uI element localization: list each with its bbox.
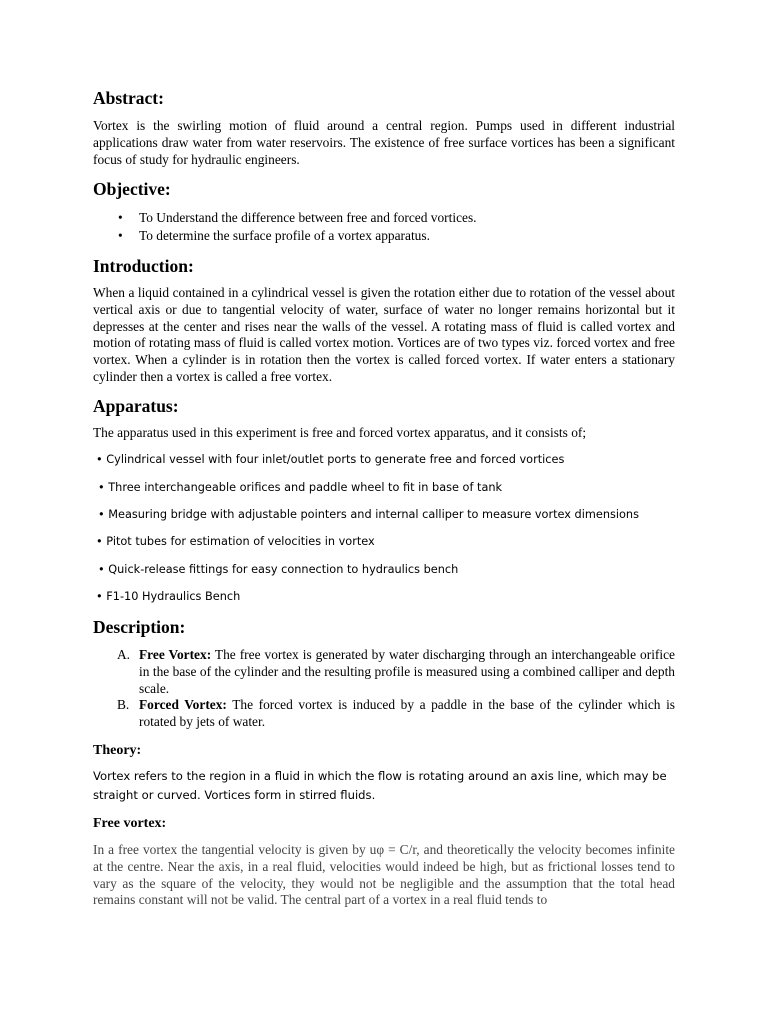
bullet-icon: • [118,210,123,225]
introduction-heading: Introduction: [93,256,194,276]
abstract-heading: Abstract: [93,88,164,108]
objective-heading: Objective: [93,179,171,199]
apparatus-item: • Quick-release fittings for easy connection to hydraulics bench [98,563,459,576]
description-term: Free Vortex: [139,647,212,662]
description-term: Forced Vortex: [139,697,227,712]
apparatus-item: • Pitot tubes for estimation of velocities in vortex [96,535,375,548]
description-text: The forced vortex is induced by a paddle in the base of the cylinder which is rotated by jets of water. [139,697,675,729]
objective-item-text: To determine the surface profile of a vortex apparatus. [139,228,430,243]
abstract-paragraph: Vortex is the swirling motion of fluid around a central region. Pumps used in different industrial applications draw water from water reservoirs. The existence of free surface vortices has been a significant focus of study for hydraulic engineers. [93,118,675,167]
apparatus-intro: The apparatus used in this experiment is free and forced vortex apparatus, and it consists of; [93,425,587,440]
theory-paragraph: Vortex refers to the region in a fluid in which the flow is rotating around an axis line, which may be straight or curved. Vortices form in stirred fluids. [93,769,667,802]
apparatus-item: • Three interchangeable orifices and paddle wheel to fit in base of tank [98,481,503,494]
free-vortex-heading: Free vortex: [93,816,167,831]
apparatus-item: • F1-10 Hydraulics Bench [96,590,241,603]
description-text: The free vortex is generated by water discharging through an interchangeable orifice in the base of the cylinder and the resulting profile is measured using a combined calliper and depth scale. [139,647,675,696]
bullet-icon: • [118,228,123,243]
description-item [117,647,675,697]
free-vortex-paragraph: In a free vortex the tangential velocity is given by uφ = C/r, and theoretically the velocity becomes infinite at the centre. Near the axis, in a real fluid, velocities would indeed be high, but as frictional losses tend to vary as the square of the velocity, they would not be negligible and the assumption that the total head remains constant will not be valid. The central part of a vortex in a real fluid tends to [93,842,675,908]
apparatus-item: • Cylindrical vessel with four inlet/outlet ports to generate free and forced vortices [96,453,565,466]
objective-item-text: To Understand the difference between free and forced vortices. [139,210,477,225]
list-letter: B. [117,697,130,712]
description-heading: Description: [93,617,186,637]
theory-heading: Theory: [93,743,142,758]
apparatus-heading: Apparatus: [93,396,179,416]
introduction-paragraph: When a liquid contained in a cylindrical vessel is given the rotation either due to rotation of the vessel about vertical axis or due to tangential velocity of water, surface of water no longer remains horizontal but it depresses at the center and rises near the walls of the vessel. A rotating mass of fluid is called vortex and motion of rotating mass of fluid is called vortex motion. Vortices are of two types viz. forced vortex and free vortex. When a cylinder is in rotation then the vortex is called forced vortex. If water enters a stationary cylinder then a vortex is called a free vortex. [93,285,675,384]
description-item [117,697,675,731]
list-letter: A. [117,647,131,662]
apparatus-item: • Measuring bridge with adjustable pointers and internal calliper to measure vortex dimensions [98,508,639,521]
